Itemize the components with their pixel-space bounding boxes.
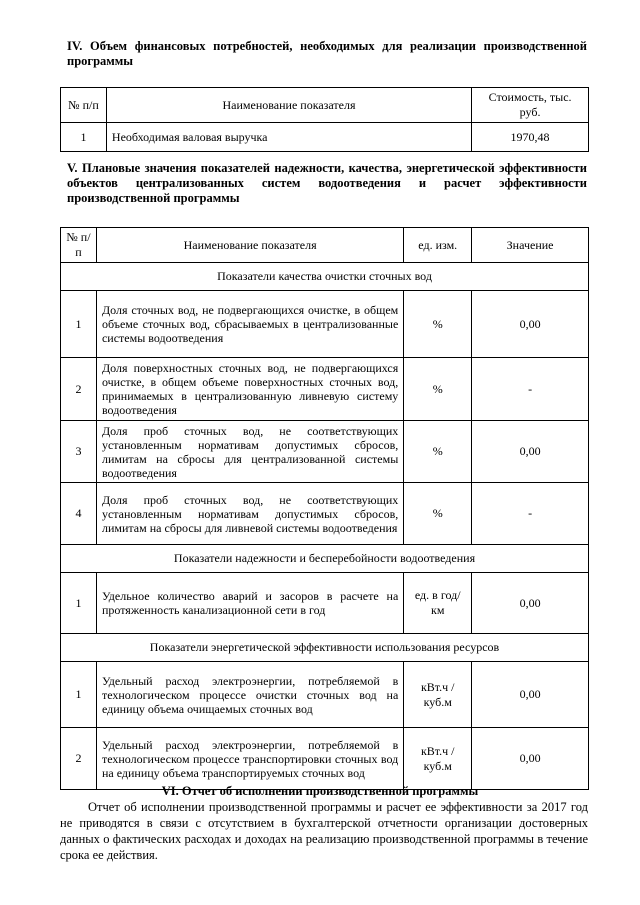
indicators-table [60,227,589,790]
header-name: Наименование показателя [96,228,403,263]
table-row [61,662,589,728]
section-6-paragraph: Отчет об исполнении производственной программы и расчет ее эффективности за 2017 год не приводятся в связи с отсутствием в бухгалтерской отчетности организации достоверных данных о фактических расходах и доходах на реализацию производственной программы в течение срока ее действия. [60,800,588,862]
row-name: Доля сточных вод, не подвергающихся очистке, в общем объеме сточных вод, сбрасываемых в централизованные системы водоотведения [96,291,403,358]
group-title: Показатели энергетической эффективности использования ресурсов [61,634,589,662]
row-unit: ед. в год/ км [404,573,472,634]
header-cost: Стоимость, тыс. руб. [472,88,589,123]
table-row [61,123,589,152]
row-value: 0,00 [472,662,589,728]
row-num: 4 [61,483,97,545]
row-unit: % [404,291,472,358]
header-unit: ед. изм. [404,228,472,263]
row-value: 0,00 [472,728,589,790]
row-value: - [472,358,589,421]
row-name: Доля поверхностных сточных вод, не подвергающихся очистке, в общем объеме поверхностных сточных вод, принимаемых в централизованную ливневую систему водоотведения [96,358,403,421]
row-unit: % [404,358,472,421]
group-title: Показатели надежности и бесперебойности водоотведения [61,545,589,573]
table-row [61,728,589,790]
row-name: Доля проб сточных вод, не соответствующих установленным нормативам допустимых сбросов, лимитам на сбросы для ливневой системы водоотведения [96,483,403,545]
row-value: 0,00 [472,421,589,483]
row-name: Доля проб сточных вод, не соответствующих установленным нормативам допустимых сбросов, лимитам на сбросы для централизованной системы водоотведения [96,421,403,483]
row-num: 1 [61,662,97,728]
table-row [61,291,589,358]
financial-needs-table [60,87,589,152]
row-num: 3 [61,421,97,483]
section-4-heading: IV. Объем финансовых потребностей, необходимых для реализации производственной программы [67,39,587,68]
row-unit: кВт.ч / куб.м [404,728,472,790]
row-num: 1 [61,291,97,358]
header-value: Значение [472,228,589,263]
table-header-row [61,228,589,263]
row-value: 0,00 [472,291,589,358]
row-name: Необходимая валовая выручка [106,123,471,152]
header-name: Наименование показателя [106,88,471,123]
group-title: Показатели качества очистки сточных вод [61,263,589,291]
header-num: № п/п [61,88,107,123]
row-value: - [472,483,589,545]
table-row [61,358,589,421]
table-row [61,483,589,545]
table-header-row [61,88,589,123]
group-header-energy [61,634,589,662]
row-num: 2 [61,358,97,421]
header-num: № п/п [61,228,97,263]
row-value: 0,00 [472,573,589,634]
section-5-heading: V. Плановые значения показателей надежности, качества, энергетической эффективности объектов централизованных систем водоотведения и расчет эффективности производственной программы [67,161,587,205]
row-name: Удельное количество аварий и засоров в расчете на протяженность канализационной сети в год [96,573,403,634]
row-unit: % [404,421,472,483]
row-num: 1 [61,123,107,152]
group-header-quality [61,263,589,291]
group-header-reliability [61,545,589,573]
table-row [61,573,589,634]
row-name: Удельный расход электроэнергии, потребляемой в технологическом процессе очистки сточных вод на единицу объема очищаемых сточных вод [96,662,403,728]
row-num: 2 [61,728,97,790]
row-num: 1 [61,573,97,634]
row-unit: % [404,483,472,545]
section-6-heading: VI. Отчет об исполнении производственной программы [161,784,479,798]
row-name: Удельный расход электроэнергии, потребляемой в технологическом процессе транспортировки сточных вод на единицу объема транспортируемых сточных вод [96,728,403,790]
table-row [61,421,589,483]
row-value: 1970,48 [472,123,589,152]
row-unit: кВт.ч / куб.м [404,662,472,728]
